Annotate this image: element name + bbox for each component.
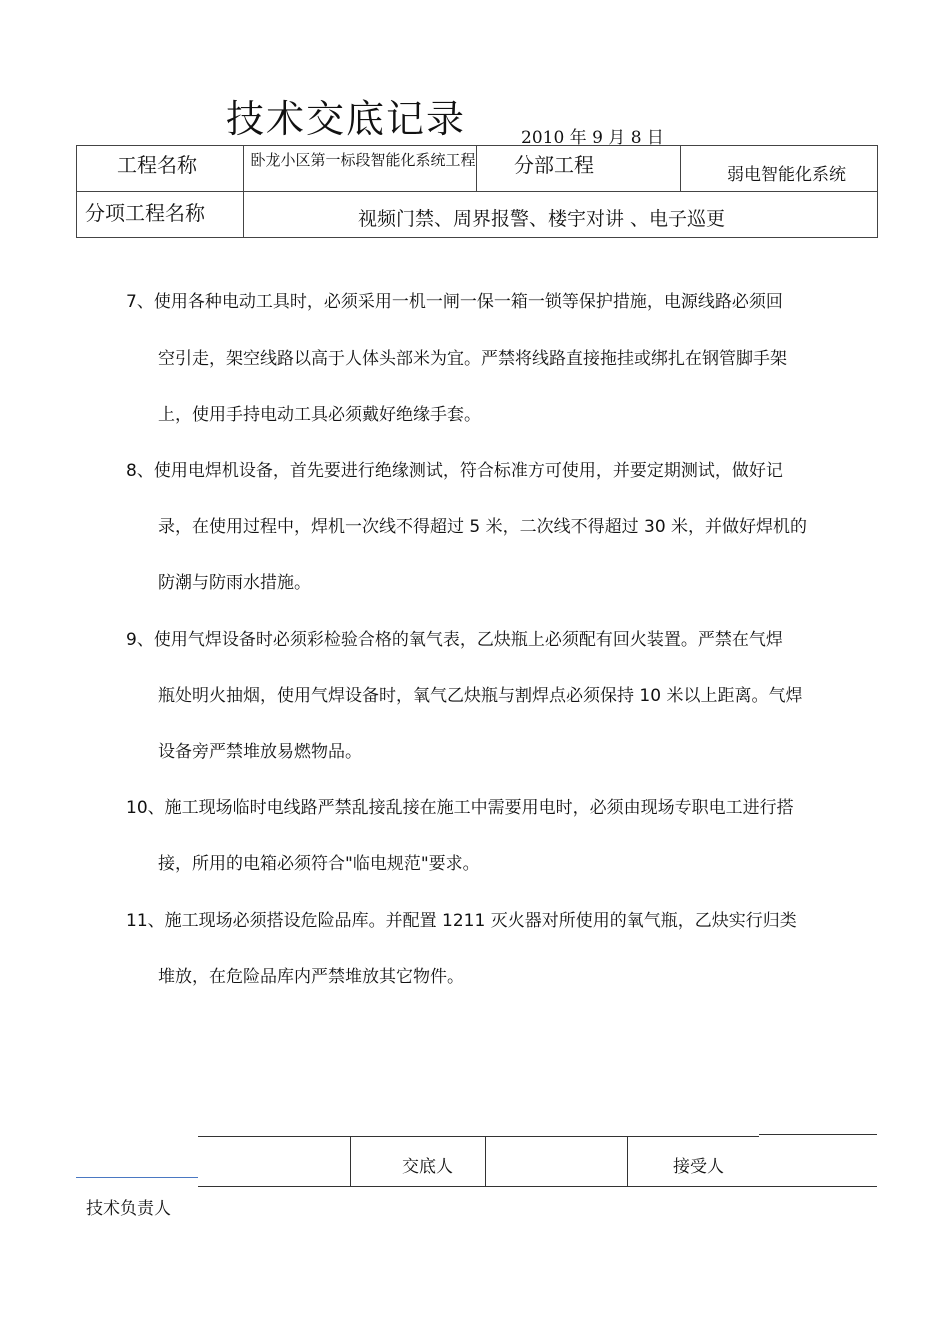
body-line: 堆放，在危险品库内严禁堆放其它物件。 — [158, 967, 464, 987]
body-line: 空引走，架空线路以高于人体头部米为宜。严禁将线路直接拖挂或绑扎在钢管脚手架 — [158, 349, 787, 369]
sub-project-label-cell — [477, 146, 681, 192]
project-info-row-2 — [77, 192, 878, 238]
project-name-value: 卧龙小区第一标段智能化系统工程 — [250, 151, 476, 169]
body-line: 10、施工现场临时电线路严禁乱接乱接在施工中需要用电时，必须由现场专职电工进行搭 — [126, 798, 794, 818]
body-line: 11、施工现场必须搭设危险品库。并配置 1211 灭火器对所使用的氧气瓶，乙炔实行归类 — [126, 911, 797, 931]
project-name-label: 工程名称 — [117, 153, 197, 177]
item-name-label-cell — [77, 192, 244, 238]
receiver-label: 接受人 — [673, 1157, 724, 1177]
body-line: 瓶处明火抽烟，使用气焊设备时，氧气乙炔瓶与割焊点必须保持 10 米以上距离。气焊 — [158, 686, 803, 706]
item-name-label: 分项工程名称 — [85, 201, 205, 225]
body-line: 设备旁严禁堆放易燃物品。 — [158, 742, 362, 762]
project-name-label-cell — [77, 146, 244, 192]
signature-bottom-rule — [198, 1186, 877, 1187]
body-line: 防潮与防雨水措施。 — [158, 573, 311, 593]
body-line: 7、使用各种电动工具时，必须采用一机一闸一保一箱一锁等保护措施，电源线路必须回 — [126, 292, 783, 312]
project-name-value-cell — [244, 146, 477, 192]
project-info-row-1 — [77, 146, 878, 192]
signature-left-rule — [76, 1177, 198, 1178]
item-name-value: 视频门禁、周界报警、楼宇对讲 、电子巡更 — [358, 208, 726, 230]
signature-divider — [485, 1136, 486, 1186]
sub-project-value: 弱电智能化系统 — [727, 165, 846, 185]
handover-label: 交底人 — [402, 1157, 453, 1177]
body-line: 9、使用气焊设备时必须彩检验合格的氧气表，乙炔瓶上必须配有回火装置。严禁在气焊 — [126, 630, 783, 650]
document-date: 2010 年 9 月 8 日 — [521, 128, 664, 148]
body-line: 接，所用的电箱必须符合"临电规范"要求。 — [158, 854, 480, 874]
project-info-table — [76, 145, 878, 238]
item-name-value-cell — [244, 192, 878, 238]
sub-project-label: 分部工程 — [514, 153, 594, 177]
tech-lead-label: 技术负责人 — [86, 1199, 171, 1219]
signature-divider — [627, 1136, 628, 1186]
body-line: 8、使用电焊机设备，首先要进行绝缘测试，符合标准方可使用，并要定期测试，做好记 — [126, 461, 783, 481]
document-title: 技术交底记录 — [226, 97, 467, 141]
signature-top-rule-right — [759, 1134, 877, 1135]
signature-top-rule — [198, 1136, 759, 1137]
body-line: 上，使用手持电动工具必须戴好绝缘手套。 — [158, 405, 481, 425]
signature-divider — [350, 1136, 351, 1186]
body-line: 录，在使用过程中，焊机一次线不得超过 5 米，二次线不得超过 30 米，并做好焊机的 — [158, 517, 808, 537]
sub-project-value-cell — [681, 146, 878, 192]
